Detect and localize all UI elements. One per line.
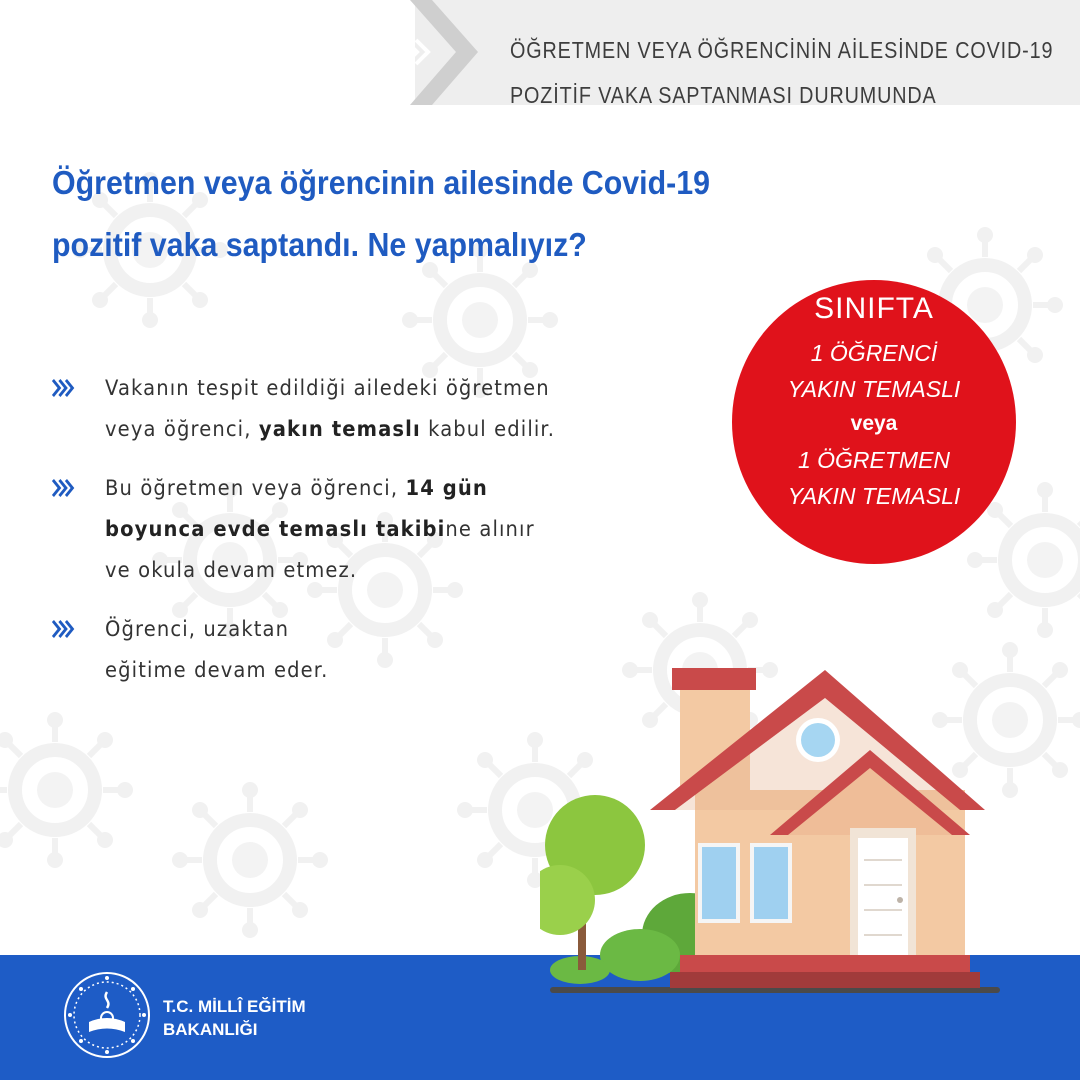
bullet-text: ve okula devam etmez. (105, 558, 358, 582)
chevron-right-icon (52, 479, 76, 497)
header-title (510, 28, 1054, 118)
header-line-2: POZİTİF VAKA SAPTANMASI DURUMUNDA (510, 82, 937, 108)
bullet-text: eğitime devam eder. (105, 658, 329, 682)
title-line-1: Öğretmen veya öğrencinin ailesinde Covid-19 (52, 164, 711, 201)
house-illustration (540, 660, 1000, 995)
title-line-2: pozitif vaka saptandı. Ne yapmalıyız? (52, 226, 587, 263)
bullet-item (52, 368, 647, 450)
ministry-line-1: T.C. MİLLÎ EĞİTİM (163, 997, 306, 1016)
page-title (52, 152, 806, 276)
bullet-list (52, 368, 692, 709)
double-chevron-icon (392, 38, 432, 66)
bullet-text: veya öğrenci, yakın temaslı kabul edilir. (105, 417, 556, 441)
badge-line: 1 ÖĞRENCİ (810, 340, 938, 366)
bullet-text: Öğrenci, uzaktan (105, 617, 290, 641)
emphasis: yakın temaslı (258, 417, 421, 441)
ministry-logo (62, 970, 152, 1060)
badge-line: YAKIN TEMASLI (787, 376, 961, 402)
bullet-item (52, 468, 647, 591)
badge-connector: veya (850, 412, 898, 435)
ministry-line-2: BAKANLIĞI (163, 1020, 258, 1039)
bullet-text: Bu öğretmen veya öğrenci, 14 gün (105, 476, 488, 500)
emphasis: 14 gün (405, 476, 488, 500)
chevron-right-icon (52, 620, 76, 638)
classroom-contact-badge (732, 280, 1016, 564)
header-line-1: ÖĞRETMEN VEYA ÖĞRENCİNİN AİLESİNDE COVID-19 (510, 37, 1054, 63)
badge-line: 1 ÖĞRETMEN (797, 447, 951, 473)
ministry-name (163, 995, 306, 1041)
badge-heading: SINIFTA (814, 292, 934, 325)
chevron-right-icon (52, 379, 76, 397)
bullet-text: boyunca evde temaslı takibine alınır (105, 517, 535, 541)
bullet-text: Vakanın tespit edildiği ailedeki öğretmen (105, 376, 550, 400)
badge-line: YAKIN TEMASLI (787, 483, 961, 509)
emphasis: boyunca evde temaslı takibi (105, 517, 446, 541)
